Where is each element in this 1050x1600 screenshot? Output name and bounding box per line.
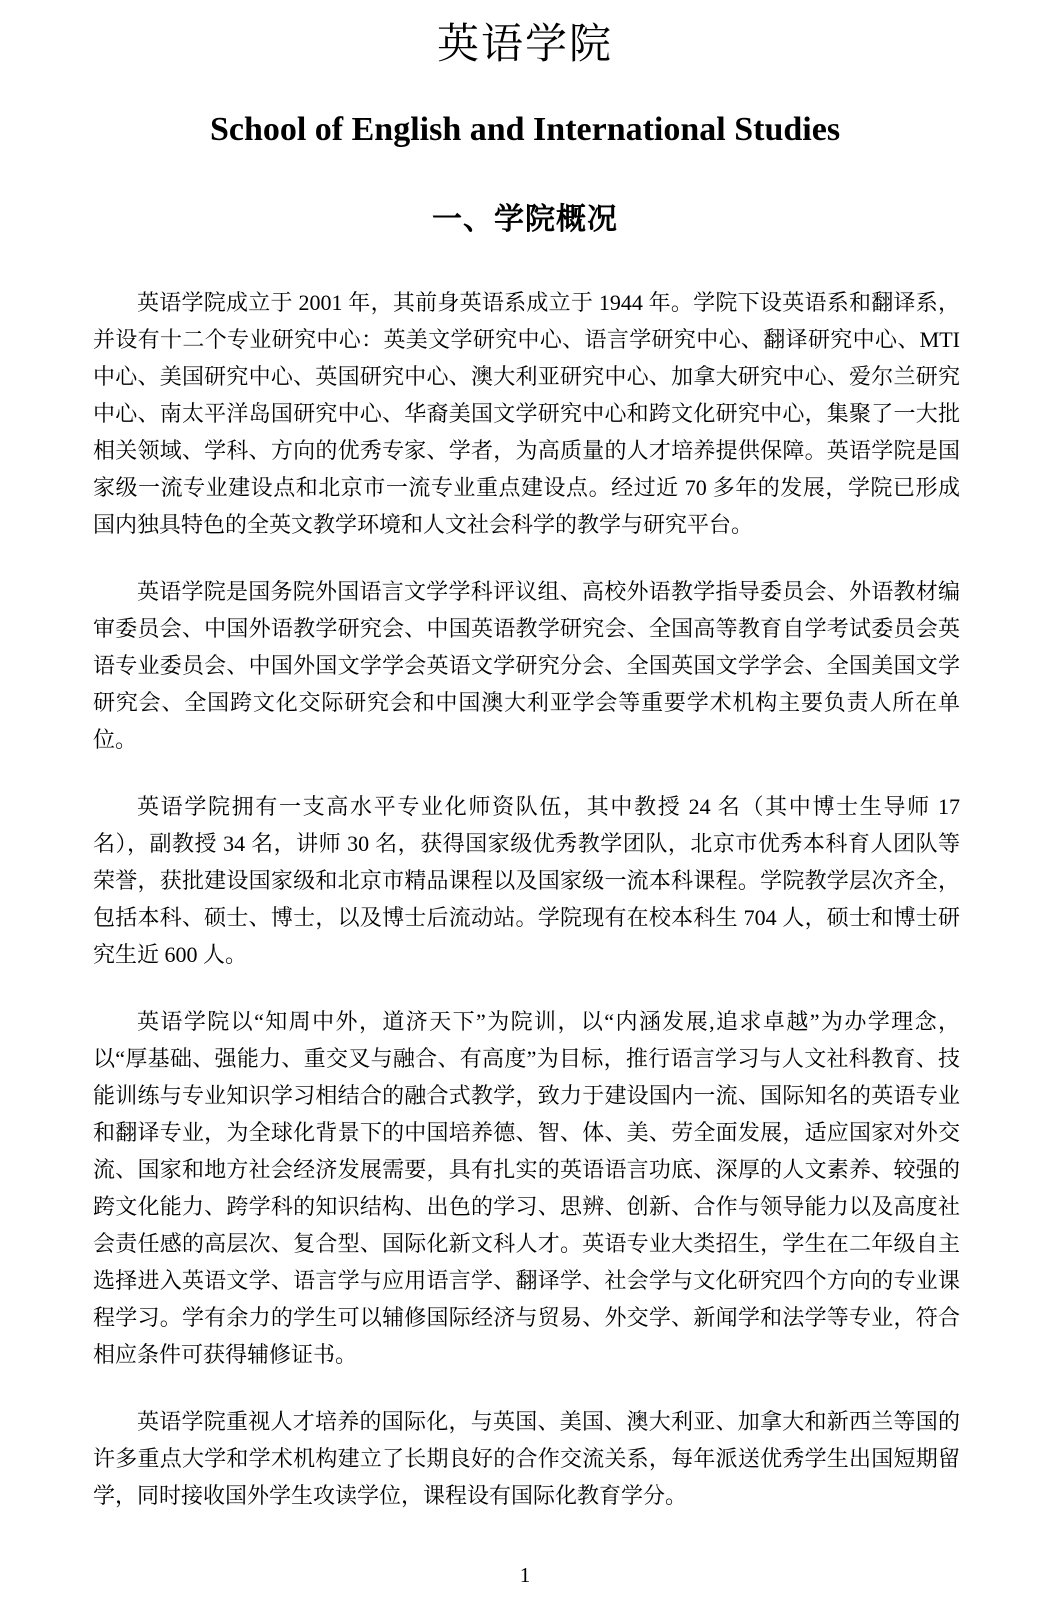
paragraph-history-and-centers: 英语学院成立于 2001 年，其前身英语系成立于 1944 年。学院下设英语系和翻译系，并设有十二个专业研究中心：英美文学研究中心、语言学研究中心、翻译研究中心、MTI 中心、美国研究中心、英国研究中心、澳大利亚研究中心、加拿大研究中心、爱尔兰研究中心、南太平洋岛国研究中心、华裔美国文学研究中心和跨文化研究中心，集聚了一大批相关领域、学科、方向的优秀专家、学者，为高质量的人才培养提供保障。英语学院是国家级一流专业建设点和北京市一流专业重点建设点。经过近 70 多年的发展，学院已形成国内独具特色的全英文教学环境和人文社会科学的教学与研究平台。 (93, 290, 960, 537)
document-body (93, 284, 960, 1514)
paragraph-faculty-and-students: 英语学院拥有一支高水平专业化师资队伍，其中教授 24 名（其中博士生导师 17 名），副教授 34 名，讲师 30 名，获得国家级优秀教学团队，北京市优秀本科育人团队等荣誉，获批建设国家级和北京市精品课程以及国家级一流本科课程。学院教学层次齐全，包括本科、硕士、博士，以及博士后流动站。学院现有在校本科生 704 人，硕士和博士研究生近 600 人。 (93, 794, 960, 967)
paragraph-internationalization: 英语学院重视人才培养的国际化，与英国、美国、澳大利亚、加拿大和新西兰等国的许多重点大学和学术机构建立了长期良好的合作交流关系，每年派送优秀学生出国短期留学，同时接收国外学生攻读学位，课程设有国际化教育学分。 (93, 1409, 960, 1508)
paragraph-academic-organizations: 英语学院是国务院外国语言文学学科评议组、高校外语教学指导委员会、外语教材编审委员会、中国外语教学研究会、中国英语教学研究会、全国高等教育自学考试委员会英语专业委员会、中国外国文学学会英语文学研究分会、全国英国文学学会、全国美国文学研究会、全国跨文化交际研究会和中国澳大利亚学会等重要学术机构主要负责人所在单位。 (93, 579, 960, 752)
page-number: 1 (519, 1563, 531, 1587)
page-title-english: School of English and International Studies (209, 111, 841, 148)
paragraph-motto-and-training: 英语学院以“知周中外，道济天下”为院训，以“内涵发展,追求卓越”为办学理念，以“厚基础、强能力、重交叉与融合、有高度”为目标，推行语言学习与人文社科教育、技能训练与专业知识学习相结合的融合式教学，致力于建设国内一流、国际知名的英语专业和翻译专业，为全球化背景下的中国培养德、智、体、美、劳全面发展，适应国家对外交流、国家和地方社会经济发展需要，具有扎实的英语语言功底、深厚的人文素养、较强的跨文化能力、跨学科的知识结构、出色的学习、思辨、创新、合作与领导能力以及高度社会责任感的高层次、复合型、国际化新文科人才。英语专业大类招生，学生在二年级自主选择进入英语文学、语言学与应用语言学、翻译学、社会学与文化研究四个方向的专业课程学习。学有余力的学生可以辅修国际经济与贸易、外交学、新闻学和法学等专业，符合相应条件可获得辅修证书。 (93, 1009, 960, 1367)
page-title-chinese: 英语学院 (436, 22, 613, 68)
section-heading-overview: 一、学院概况 (432, 203, 618, 236)
